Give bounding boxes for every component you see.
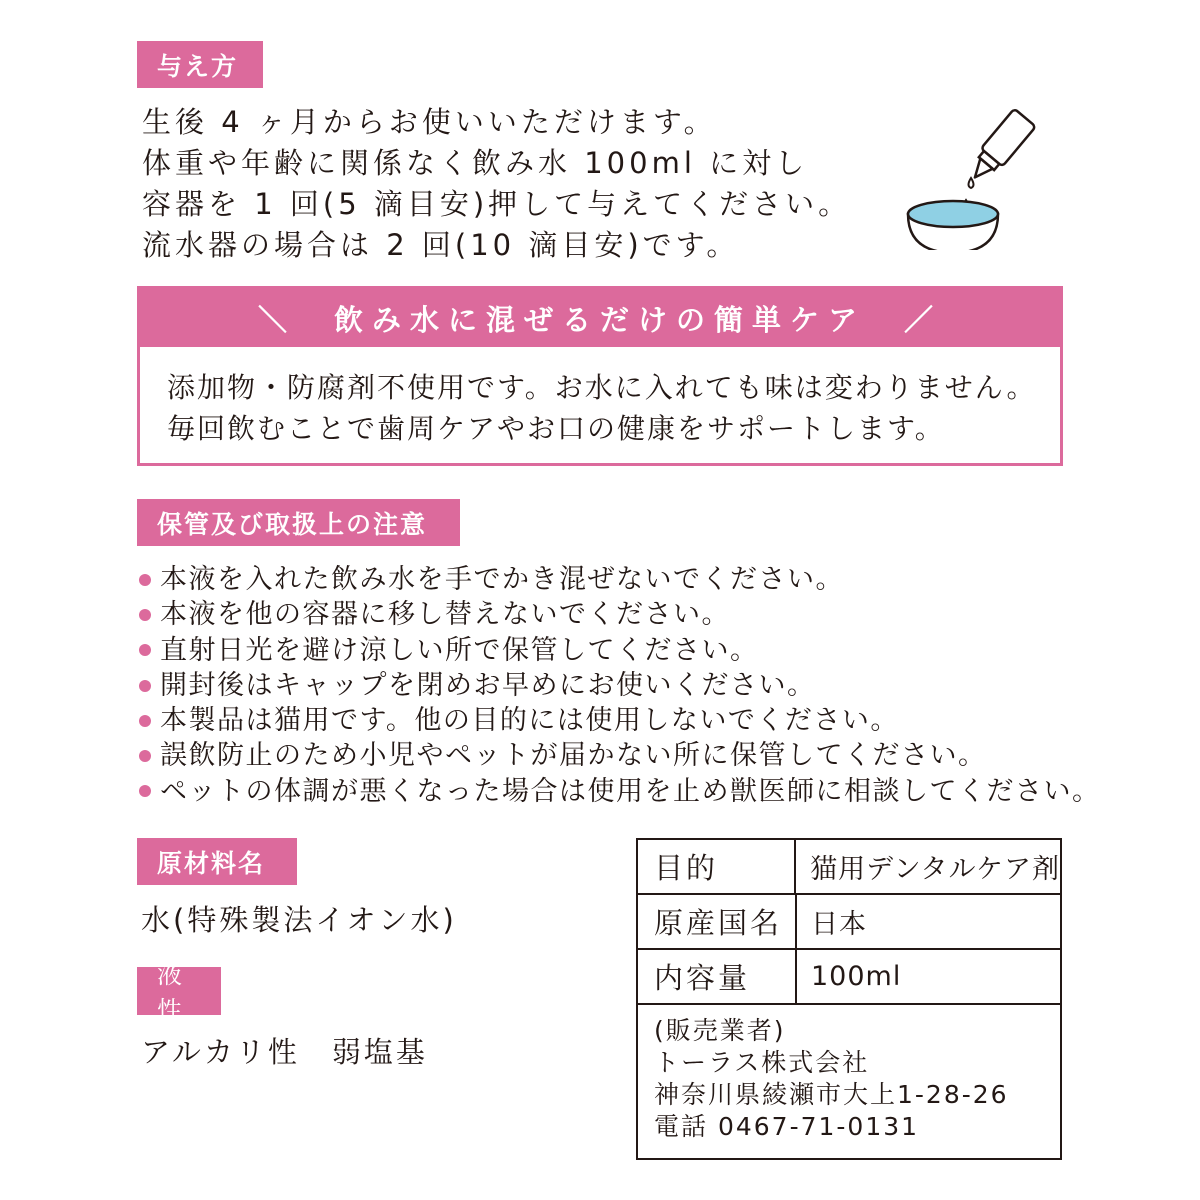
table-row xyxy=(638,950,1060,1005)
spec-key: 目的 xyxy=(638,840,796,893)
spec-value: 100ml xyxy=(811,961,902,992)
seller-heading: (販売業者) xyxy=(654,1016,786,1045)
how-to-give-text xyxy=(142,102,851,266)
how-to-give-line: 生後 4 ヶ月からお使いいただけます。 xyxy=(142,105,717,139)
list-item: 開封後はキャップを閉めお早めにお使いください。 xyxy=(137,668,1101,703)
feature-box xyxy=(137,286,1063,466)
bullet-icon xyxy=(139,715,151,727)
spec-key: 原産国名 xyxy=(638,895,797,948)
ingredients-label: 原材料名 xyxy=(137,838,297,885)
feature-line: 添加物・防腐剤不使用です。お水に入れても味は変わりません。 xyxy=(167,371,1037,404)
bullet-icon xyxy=(139,609,151,621)
bullet-icon xyxy=(139,680,151,692)
bullet-icon xyxy=(139,750,151,762)
spec-value: 猫用デンタルケア剤 xyxy=(810,854,1060,885)
dropper-bowl-icon xyxy=(900,100,1050,250)
drop-icon xyxy=(969,178,974,188)
cautions-label: 保管及び取扱上の注意 xyxy=(137,499,460,546)
list-item: ペットの体調が悪くなった場合は使用を止め獣医師に相談してください。 xyxy=(137,774,1101,809)
how-to-give-label: 与え方 xyxy=(137,41,263,88)
spec-key: 内容量 xyxy=(638,950,797,1003)
bullet-icon xyxy=(139,574,151,586)
how-to-give-line: 流水器の場合は 2 回(10 滴目安)です。 xyxy=(142,228,740,262)
bullet-icon xyxy=(139,785,151,797)
feature-title: ＼ 飲み水に混ぜるだけの簡単ケア ／ xyxy=(140,289,1060,347)
spec-value: 日本 xyxy=(811,909,867,940)
feature-line: 毎回飲むことで歯周ケアやお口の健康をサポートします。 xyxy=(167,412,945,445)
list-item: 本製品は猫用です。他の目的には使用しないでください。 xyxy=(137,703,1101,738)
table-row xyxy=(638,895,1060,950)
seller-company: トーラス株式会社 xyxy=(654,1048,870,1077)
list-item: 本液を入れた飲み水を手でかき混ぜないでください。 xyxy=(137,562,1101,597)
bullet-icon xyxy=(139,644,151,656)
feature-body xyxy=(140,347,1060,449)
table-row xyxy=(638,840,1060,895)
list-item: 本液を他の容器に移し替えないでください。 xyxy=(137,597,1101,632)
spec-table xyxy=(636,838,1062,1160)
cautions-list xyxy=(137,562,1101,809)
liquid-property-value: アルカリ性 弱塩基 xyxy=(141,1035,428,1069)
seller-phone: 電話 0467-71-0131 xyxy=(654,1112,920,1141)
seller-info xyxy=(638,1005,1060,1143)
list-item: 誤飲防止のため小児やペットが届かない所に保管してください。 xyxy=(137,738,1101,773)
seller-address: 神奈川県綾瀬市大上1-28-26 xyxy=(654,1080,1009,1109)
how-to-give-line: 体重や年齢に関係なく飲み水 100ml に対し xyxy=(142,146,809,180)
list-item: 直射日光を避け涼しい所で保管してください。 xyxy=(137,633,1101,668)
liquid-property-label: 液性 xyxy=(137,967,221,1015)
how-to-give-line: 容器を 1 回(5 滴目安)押して与えてください。 xyxy=(142,187,852,221)
ingredients-value: 水(特殊製法イオン水) xyxy=(141,903,457,937)
